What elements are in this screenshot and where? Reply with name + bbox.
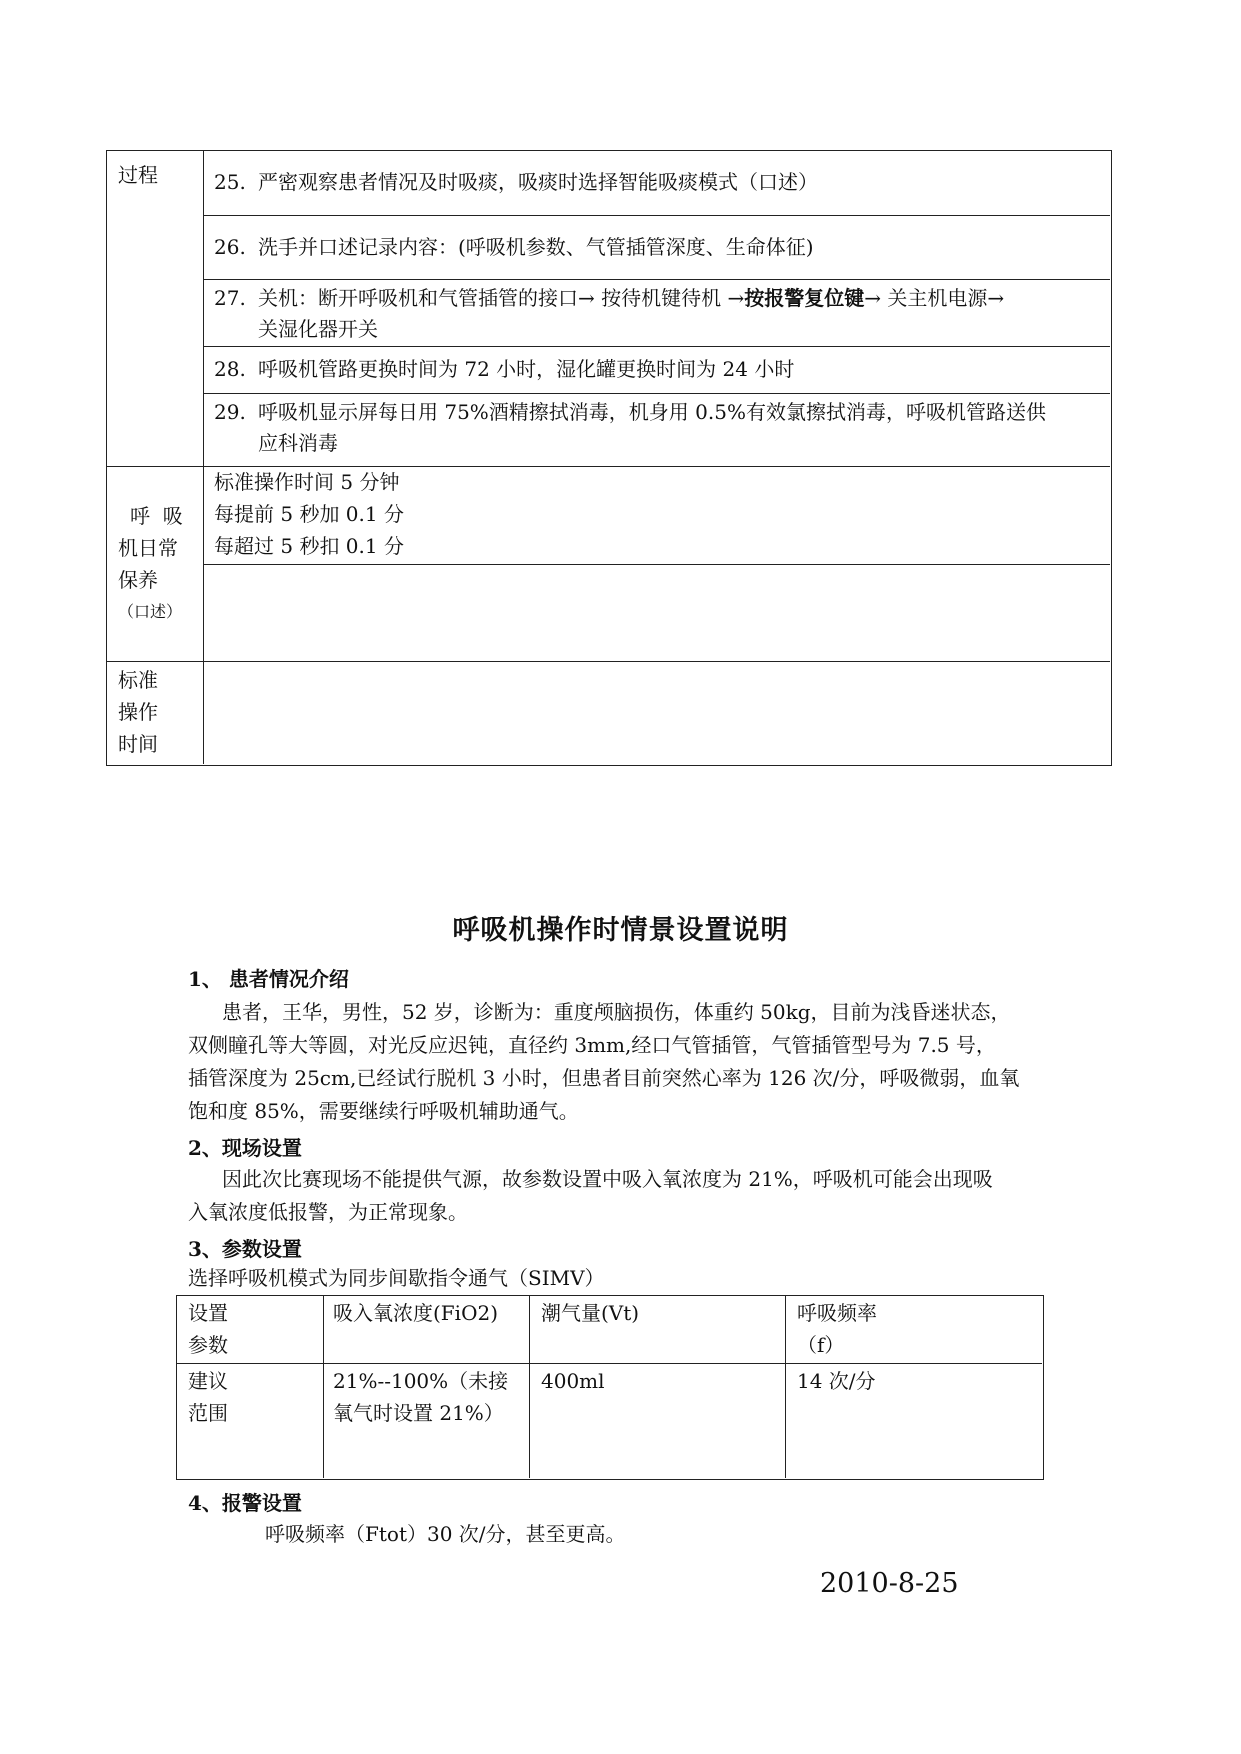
paragraph-line: 双侧瞳孔等大等圆，对光反应迟钝，直径约 3mm,经口气管插管，气管插管型号为 7.5 号， xyxy=(188,1033,996,1057)
section-heading: 1、 患者情况介绍 xyxy=(188,967,349,991)
row-divider xyxy=(203,393,1110,394)
time-rule-line: 每超过 5 秒扣 0.1 分 xyxy=(214,534,404,558)
param-value-cell: 范围 xyxy=(188,1401,228,1425)
list-item-text-continued: 关湿化器开关 xyxy=(258,317,378,341)
mode-text: 选择呼吸机模式为同步间歇指令通气（SIMV） xyxy=(188,1266,605,1290)
paragraph-line: 插管深度为 25cm,已经试行脱机 3 小时，但患者目前突然心率为 126 次/分，呼吸微弱，血氧 xyxy=(188,1066,1020,1090)
list-item-text: 呼吸机管路更换时间为 72 小时，湿化罐更换时间为 24 小时 xyxy=(258,357,795,381)
page-title: 呼吸机操作时情景设置说明 xyxy=(452,915,789,946)
list-item-number: 26. xyxy=(214,235,246,259)
shutdown-step-bold: 按报警复位键 xyxy=(744,286,865,310)
paragraph-line: 饱和度 85%，需要继续行呼吸机辅助通气。 xyxy=(188,1099,579,1123)
list-item-text xyxy=(258,282,1004,314)
paragraph-line: 入氧浓度低报警，为正常现象。 xyxy=(188,1200,468,1224)
param-value-cell: 14 次/分 xyxy=(797,1369,876,1393)
list-item-text-continued: 应科消毒 xyxy=(258,431,338,455)
maint-label-line3: 保养 xyxy=(118,568,158,592)
table-vertical-divider xyxy=(203,150,204,764)
row-divider xyxy=(203,279,1110,280)
row-divider xyxy=(203,215,1110,216)
maint-label-line1: 呼 吸 xyxy=(130,504,183,528)
side-label-process: 过程 xyxy=(118,163,158,187)
shutdown-step-c: → 关主机电源→ xyxy=(864,286,1005,310)
list-item-text: 严密观察患者情况及时吸痰，吸痰时选择智能吸痰模式（口述） xyxy=(258,170,818,194)
row-divider xyxy=(203,564,1110,565)
param-value-cell: 建议 xyxy=(188,1369,228,1393)
list-item-number: 25. xyxy=(214,170,246,194)
param-header-cell: 潮气量(Vt) xyxy=(541,1301,640,1325)
param-header-cell: 参数 xyxy=(188,1333,228,1357)
maint-label-line4: （口述） xyxy=(118,602,183,621)
param-header-cell: 呼吸频率 xyxy=(797,1301,877,1325)
std-time-label: 操作 xyxy=(118,700,158,724)
param-header-cell: 设置 xyxy=(188,1301,228,1325)
row-divider xyxy=(203,346,1110,347)
list-item-text: 呼吸机显示屏每日用 75%酒精擦拭消毒，机身用 0.5%有效氯擦拭消毒，呼吸机管路送供 xyxy=(258,400,1046,424)
param-table-row-divider xyxy=(176,1363,1042,1364)
paragraph-line: 因此次比赛现场不能提供气源，故参数设置中吸入氧浓度为 21%，呼吸机可能会出现吸 xyxy=(222,1167,993,1191)
param-value-cell: 400ml xyxy=(541,1369,605,1393)
section-heading: 4、报警设置 xyxy=(188,1491,302,1515)
list-item-text: 洗手并口述记录内容：(呼吸机参数、气管插管深度、生命体征) xyxy=(258,235,814,259)
param-header-cell: （f） xyxy=(797,1333,845,1357)
param-value-cell: 氧气时设置 21%） xyxy=(333,1401,504,1425)
list-item-number: 29. xyxy=(214,400,246,424)
param-table-col-divider xyxy=(785,1295,786,1478)
paragraph-line: 患者，王华，男性，52 岁，诊断为：重度颅脑损伤，体重约 50kg，目前为浅昏迷状态， xyxy=(222,1000,1011,1024)
section-divider xyxy=(106,661,1110,662)
shutdown-step-a: 关机：断开呼吸机和气管插管的接口→ 按待机键待机 → xyxy=(258,286,745,310)
maint-label-line2: 机日常 xyxy=(118,536,178,560)
list-item-number: 27. xyxy=(214,286,246,310)
section-heading: 3、参数设置 xyxy=(188,1237,302,1261)
param-table-col-divider xyxy=(529,1295,530,1478)
param-header-cell: 吸入氧浓度(FiO2) xyxy=(333,1301,498,1325)
time-rule-line: 每提前 5 秒加 0.1 分 xyxy=(214,502,404,526)
std-time-label: 时间 xyxy=(118,732,158,756)
list-item-number: 28. xyxy=(214,357,246,381)
time-rule-line: 标准操作时间 5 分钟 xyxy=(214,470,400,494)
param-value-cell: 21%--100%（未接 xyxy=(333,1369,509,1393)
std-time-label: 标准 xyxy=(118,668,158,692)
document-date: 2010-8-25 xyxy=(820,1568,959,1599)
section-heading: 2、现场设置 xyxy=(188,1136,302,1160)
alarm-text: 呼吸频率（Ftot）30 次/分，甚至更高。 xyxy=(265,1522,626,1546)
param-table-col-divider xyxy=(323,1295,324,1478)
